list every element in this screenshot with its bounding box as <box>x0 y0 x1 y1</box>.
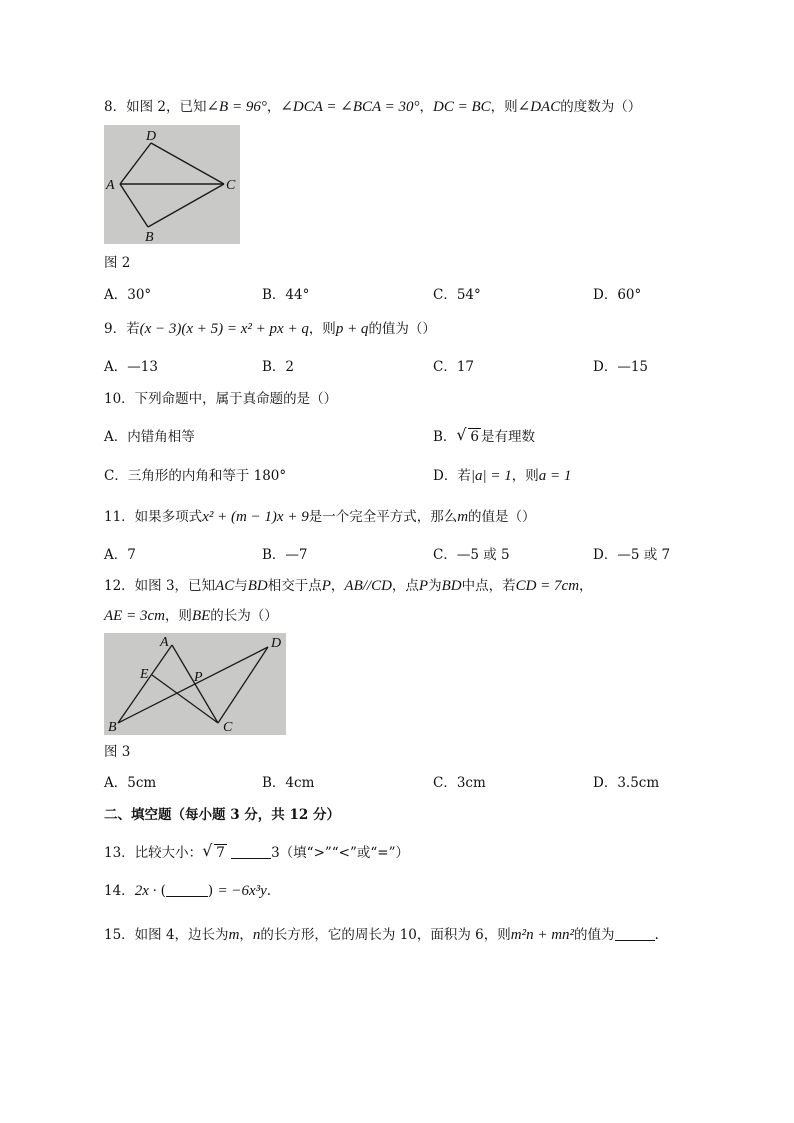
q12-option-c: C．3cm <box>433 775 486 791</box>
q11-option-b: B．—7 <box>262 547 308 563</box>
q8-option-b: B．44° <box>262 287 310 303</box>
fig2-label-c: C <box>226 178 236 193</box>
dc-bc-condition: DC = BC <box>433 99 491 115</box>
q8-option-a: A．30° <box>104 287 152 303</box>
fig3-label-c: C <box>223 720 233 735</box>
q8-option-d: D．60° <box>593 287 642 303</box>
figure-2-caption: 图 2 <box>104 255 131 271</box>
question-15-stem: 15．如图 4，边长为m，n的长方形，它的周长为 10，面积为 6，则m²n + mn²的值为 . <box>104 927 659 943</box>
q11-option-c: C．—5 或 5 <box>433 547 510 563</box>
question-8-stem: 8．如图 2，已知∠B = 96°，∠DCA = ∠BCA = 30°，DC = BC，则∠DAC的度数为（） <box>104 99 642 115</box>
q8-option-c: C．54° <box>433 287 481 303</box>
angle-dca-condition: ∠DCA = ∠BCA = 30° <box>280 99 420 115</box>
q9-option-d: D．—15 <box>593 359 649 375</box>
q10-option-b: B．√ 6 是有理数 <box>433 428 535 446</box>
question-12-stem-line-1: 12．如图 3，已知AC与BD相交于点P，AB//CD，点P为BD中点，若CD = 7cm， <box>104 578 593 594</box>
fig2-label-a: A <box>106 178 115 193</box>
q12-option-a: A．5cm <box>104 775 157 791</box>
question-11-stem: 11．如果多项式x² + (m − 1)x + 9是一个完全平方式，那么m的值是（） <box>104 509 536 525</box>
question-13-stem: 13．比较大小：√ 7 3（填“>”“<”或“=”） <box>104 844 409 862</box>
q13-answer-blank[interactable] <box>231 844 271 859</box>
fig2-label-d: D <box>146 129 157 144</box>
q10-option-a: A．内错角相等 <box>104 429 195 445</box>
q11-option-d: D．—5 或 7 <box>593 547 671 563</box>
angle-dac: ∠DAC <box>517 99 561 115</box>
q11-option-a: A．7 <box>104 547 136 563</box>
q9-option-a: A．—13 <box>104 359 158 375</box>
q12-option-d: D．3.5cm <box>593 775 660 791</box>
question-14-stem: 14．2x · ( ) = −6x³y. <box>104 883 272 899</box>
question-10-stem: 10．下列命题中，属于真命题的是（） <box>104 391 338 407</box>
q11-polynomial: x² + (m − 1)x + 9 <box>202 509 309 525</box>
section-2-heading: 二、填空题（每小题 3 分，共 12 分） <box>104 807 340 823</box>
fig2-label-b: B <box>145 230 154 244</box>
q14-answer-blank[interactable] <box>166 882 208 897</box>
fig3-label-e: E <box>140 667 149 682</box>
figure-3-caption: 图 3 <box>104 744 131 760</box>
fig3-label-p: P <box>194 670 203 685</box>
fig3-label-d: D <box>271 636 282 651</box>
q10-option-c: C．三角形的内角和等于 180° <box>104 468 287 484</box>
question-12-stem-line-2: AE = 3cm，则BE的长为（） <box>104 608 278 624</box>
angle-b-condition: ∠B = 96° <box>206 99 267 115</box>
sqrt-7: √ 7 <box>202 844 227 862</box>
sqrt-6: √ 6 <box>456 428 481 446</box>
q10-option-d: D．若|a| = 1，则a = 1 <box>433 468 572 484</box>
q9-option-c: C．17 <box>433 359 475 375</box>
q12-option-b: B．4cm <box>262 775 315 791</box>
question-9-stem: 9．若(x − 3)(x + 5) = x² + px + q，则p + q的值为（） <box>104 321 436 337</box>
q15-answer-blank[interactable] <box>615 926 655 941</box>
q15-expression: m²n + mn² <box>510 927 575 943</box>
q9-expression: p + q <box>335 321 369 337</box>
fig3-label-b: B <box>108 720 117 735</box>
fig3-label-a: A <box>160 635 169 650</box>
figure-3 <box>104 633 286 735</box>
figure-2 <box>104 125 240 244</box>
q9-equation: (x − 3)(x + 5) = x² + px + q <box>139 321 309 337</box>
q9-option-b: B．2 <box>262 359 295 375</box>
